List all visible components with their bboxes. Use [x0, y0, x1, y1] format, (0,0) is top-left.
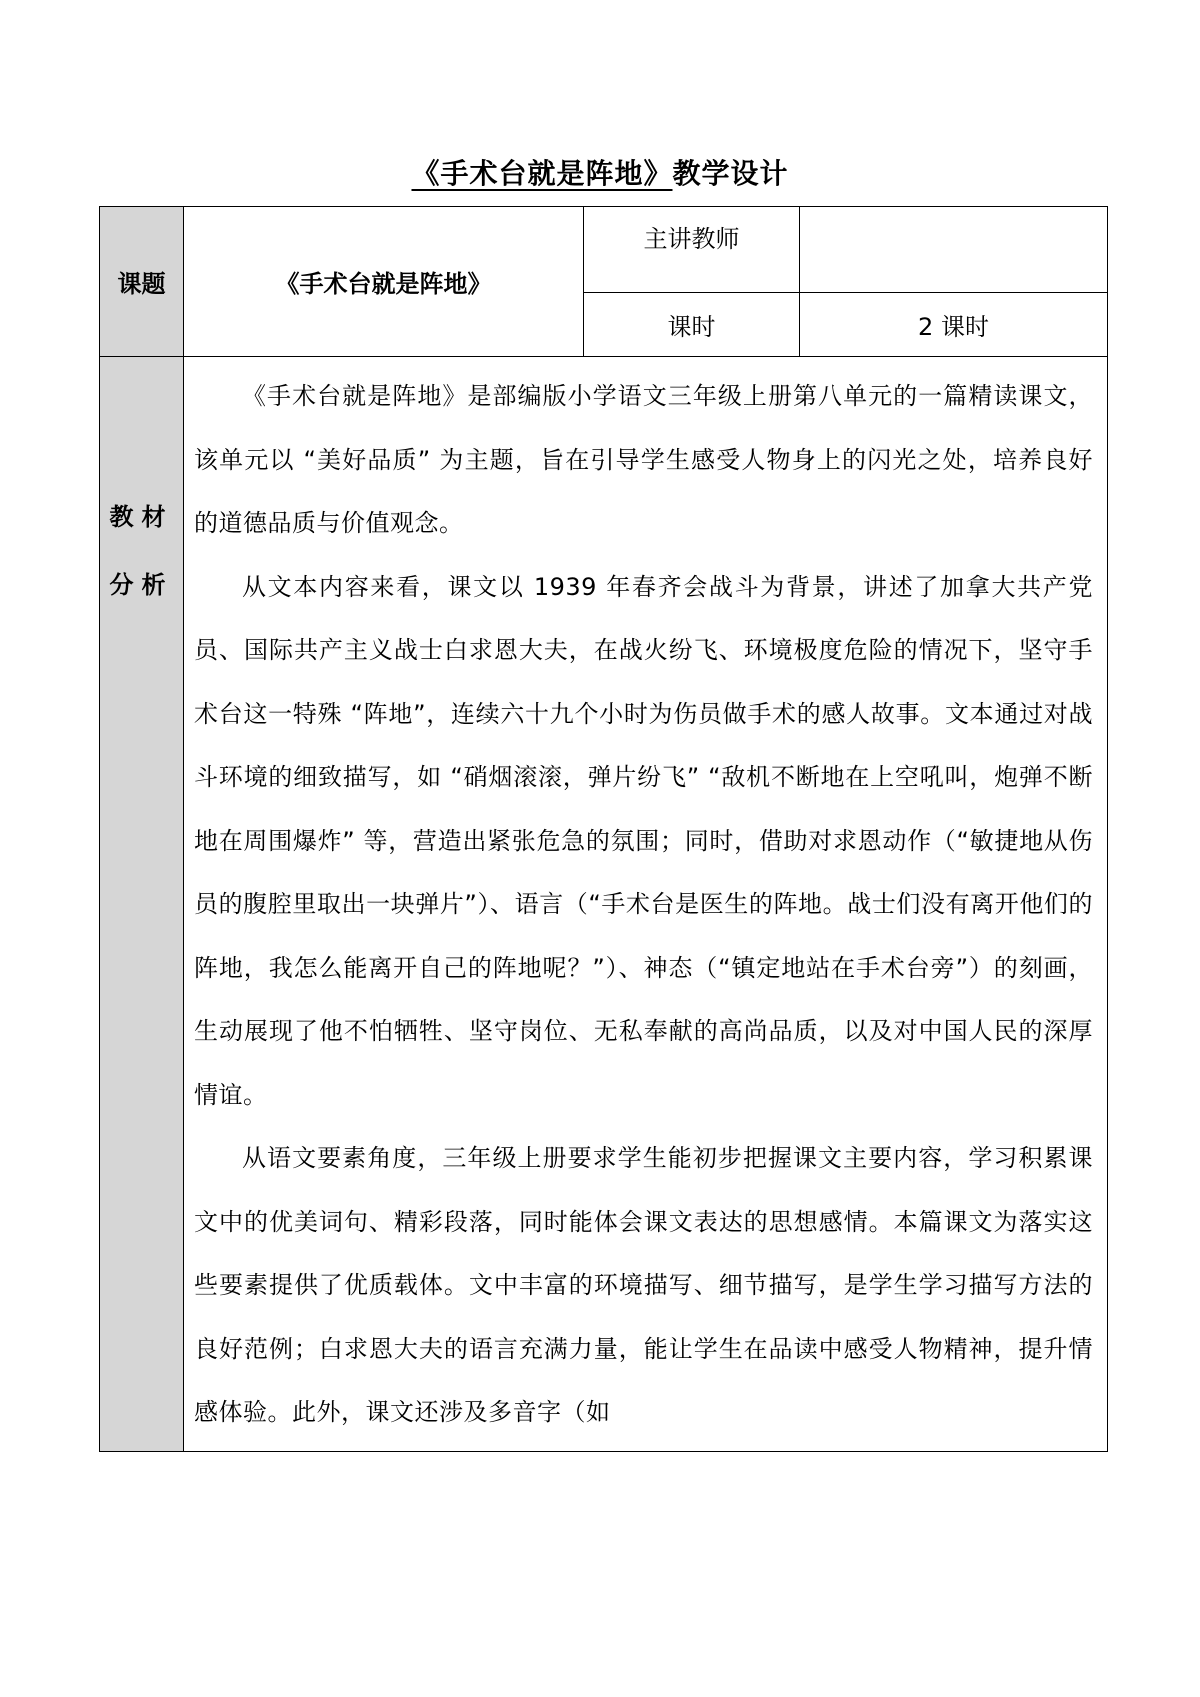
analysis-paragraph-2: 从文本内容来看，课文以 1939 年春齐会战斗为背景，讲述了加拿大共产党员、国际共产主义战士白求恩大夫，在战火纷飞、环境极度危险的情况下，坚守手术台这一特殊 “阵地”，连续六十九个小时为伤员做手术的感人故事。文本通过对战斗环境的细致描写，如 “硝烟滚滚，弹片纷飞” “敌机不断地在上空吼叫，炮弹不断地在周围爆炸” 等，营造出紧张危急的氛围；同时，借助对求恩动作（“敏捷地从伤员的腹腔里取出一块弹片”）、语言（“手术台是医生的阵地。战士们没有离开他们的阵地，我怎么能离开自己的阵地呢？”）、神态（“镇定地站在手术台旁”）的刻画，生动展现了他不怕牺牲、坚守岗位、无私奉献的高尚品质，以及对中国人民的深厚情谊。 — [194, 572, 1093, 1109]
analysis-body-cell — [184, 357, 1108, 1452]
analysis-label-cell — [100, 357, 184, 1452]
analysis-paragraph-1: 《手术台就是阵地》是部编版小学语文三年级上册第八单元的一篇精读课文，该单元以 “美好品质” 为主题，旨在引导学生感受人物身上的闪光之处，培养良好的道德品质与价值观念。 — [194, 382, 1093, 537]
title-underlined-part: 《手术台就是阵地》 — [411, 157, 673, 190]
hours-label-cell — [584, 293, 800, 357]
teacher-label-cell — [584, 207, 800, 293]
analysis-label-line1: 教材 — [109, 503, 174, 531]
topic-value: 《手术台就是阵地》 — [275, 270, 492, 298]
topic-row-1 — [100, 207, 1108, 293]
hours-label: 课时 — [667, 313, 716, 341]
hours-value: 2 课时 — [918, 313, 989, 341]
analysis-paragraph-3: 从语文要素角度，三年级上册要求学生能初步把握课文主要内容，学习积累课文中的优美词句、精彩段落，同时能体会课文表达的思想感情。本篇课文为落实这些要素提供了优质载体。文中丰富的环境描写、细节描写，是学生学习描写方法的良好范例；白求恩大夫的语言充满力量，能让学生在品读中感受人物精神，提升情感体验。此外，课文还涉及多音字（如 — [194, 1144, 1093, 1426]
topic-value-cell — [184, 207, 584, 357]
title-rest-part: 教学设计 — [672, 157, 789, 190]
analysis-row — [100, 357, 1108, 1452]
topic-label-cell — [100, 207, 184, 357]
hours-value-cell — [800, 293, 1108, 357]
teacher-value-cell — [800, 207, 1108, 293]
lesson-plan-table — [99, 206, 1108, 1452]
topic-label: 课题 — [117, 270, 166, 298]
analysis-label-line2: 分析 — [109, 571, 174, 599]
page-title — [0, 152, 1200, 192]
teacher-label: 主讲教师 — [643, 225, 740, 253]
